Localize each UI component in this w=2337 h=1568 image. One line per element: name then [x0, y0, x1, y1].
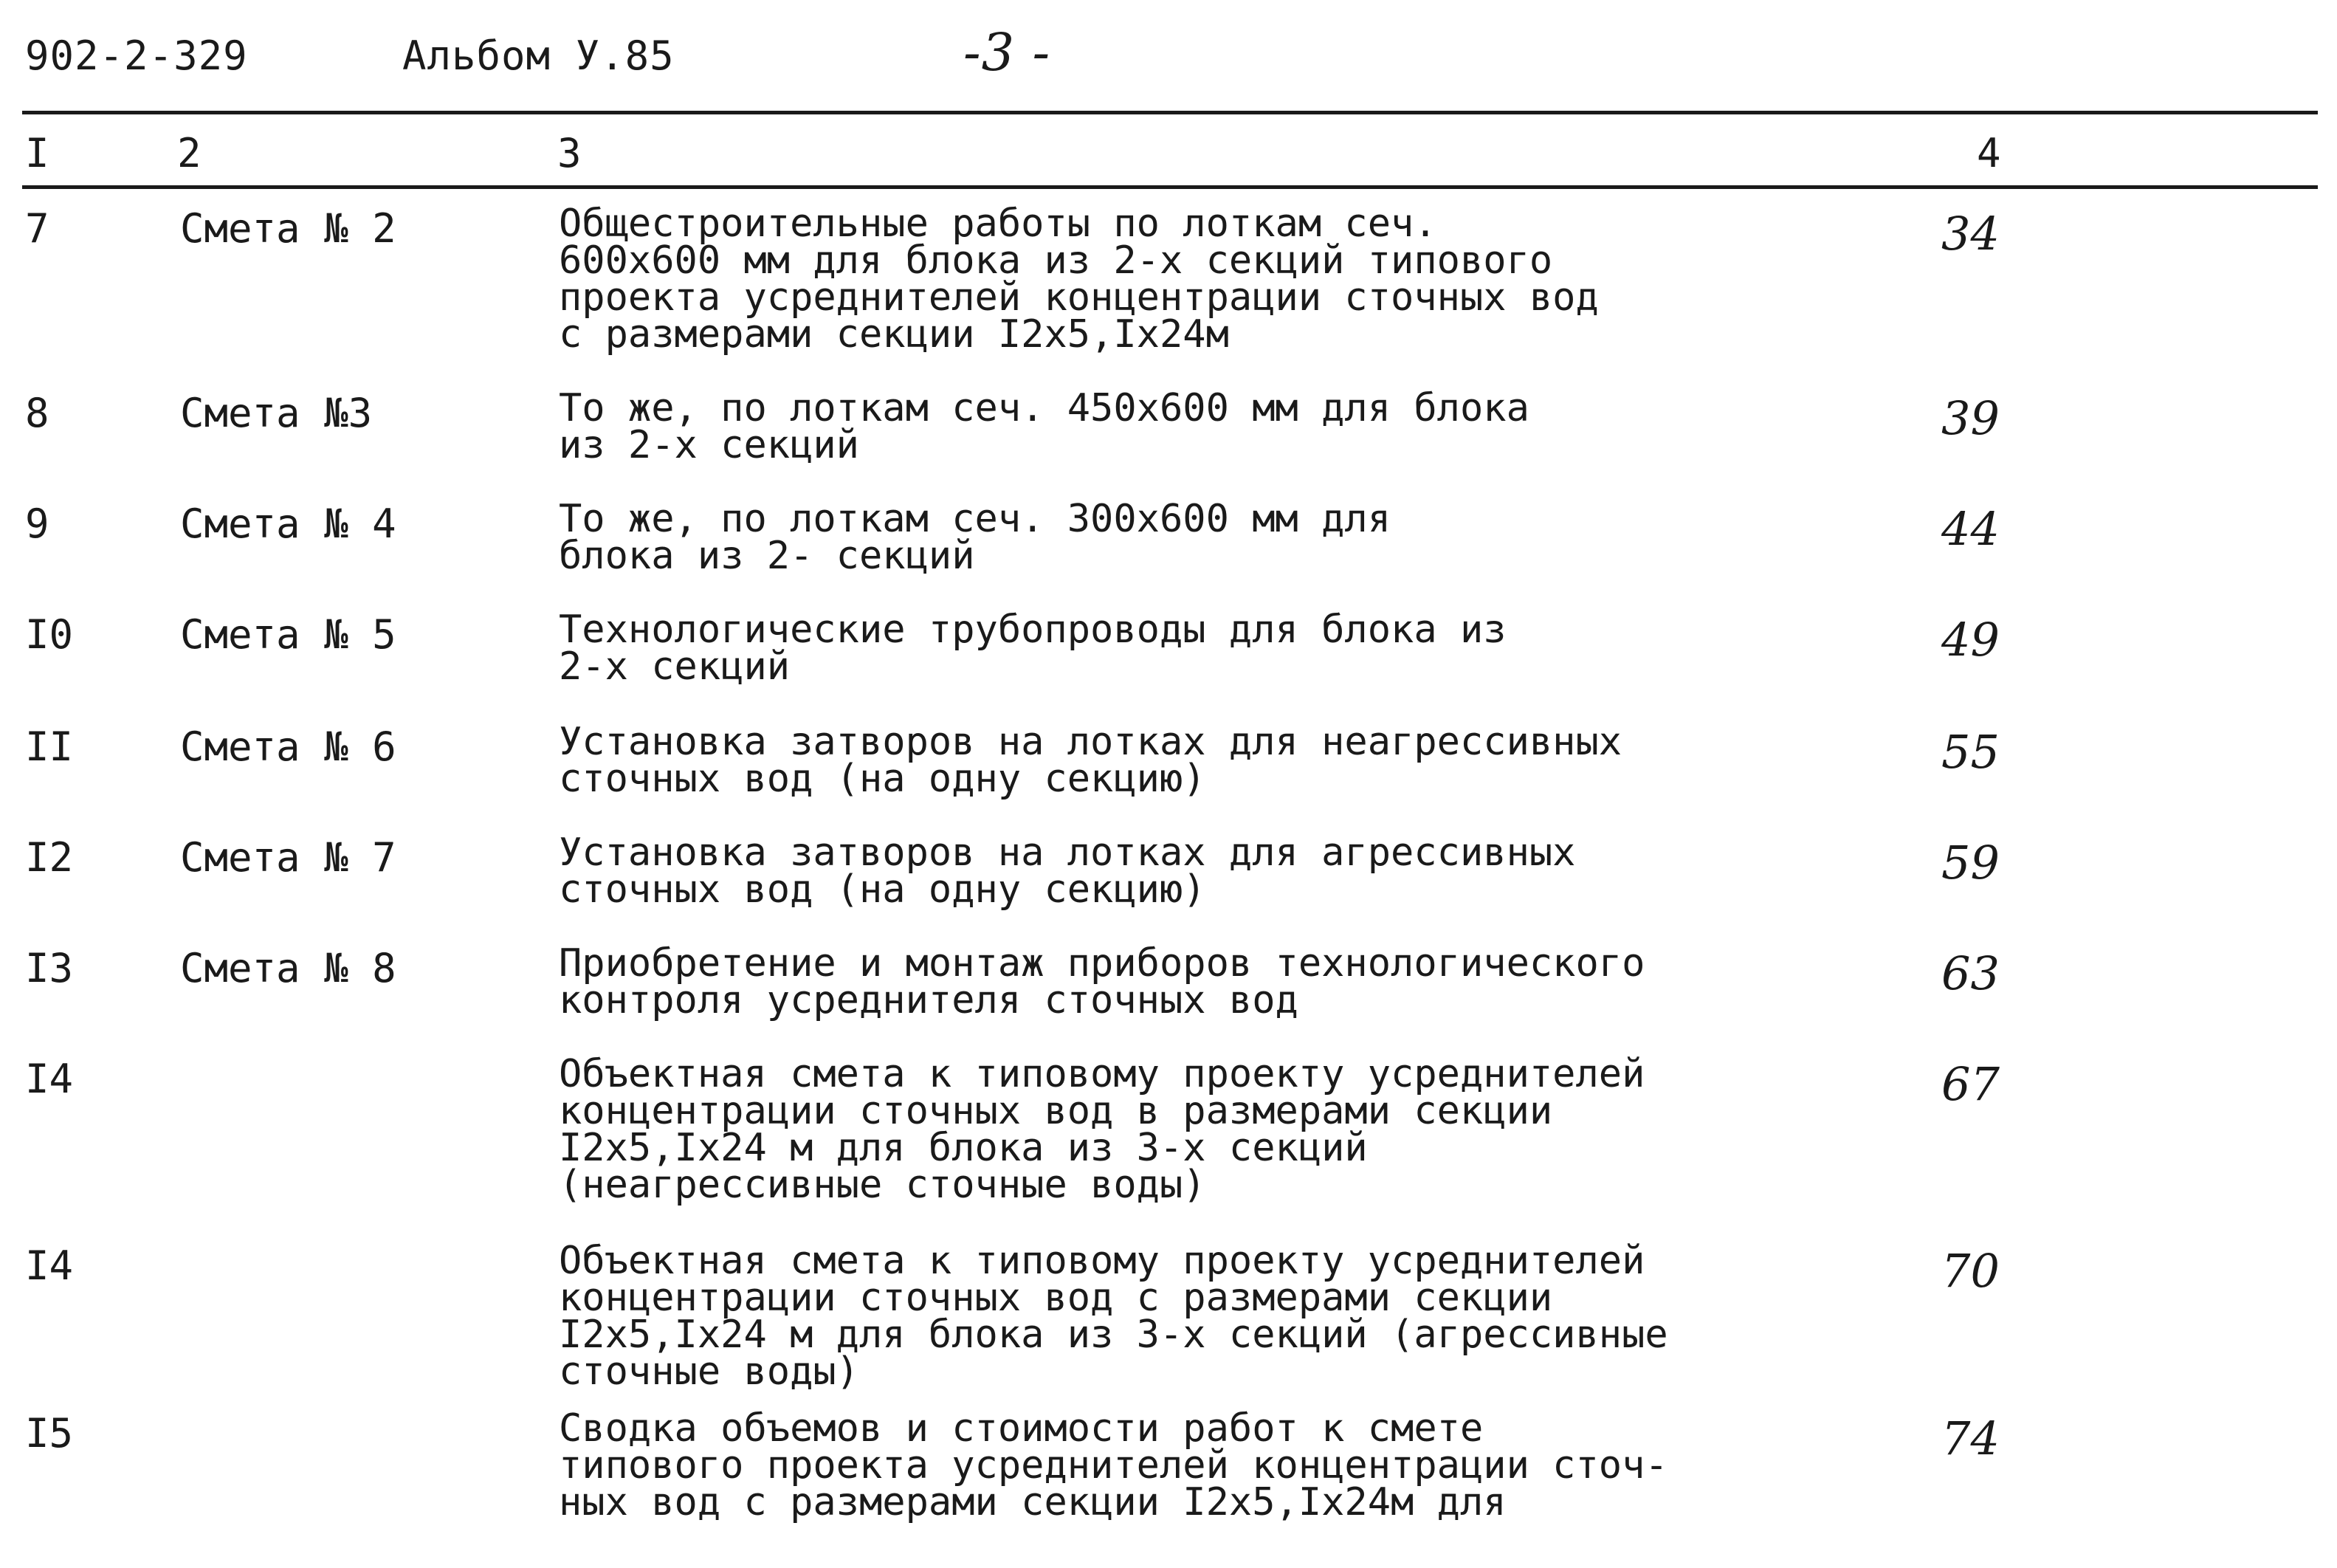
row-description: [559, 831, 1681, 912]
description-line: То же, по лоткам сеч. 300х600 мм для: [559, 497, 1391, 541]
page-reference: 59: [1941, 836, 2000, 890]
estimate-reference: Смета №3: [180, 390, 373, 436]
description-line: сточных вод (на одну секцию): [559, 867, 1206, 912]
row-description: [559, 1052, 1681, 1207]
description-line: ных вод с размерами секции I2х5,Iх24м для: [559, 1480, 1507, 1524]
description-line: Приобретение и монтаж приборов технологического: [559, 941, 1645, 986]
description-line: типового проекта усреднителей концентрации сточ-: [559, 1443, 1668, 1488]
description-line: (неагрессивные сточные воды): [559, 1163, 1206, 1207]
description-line: сточные воды): [559, 1349, 859, 1394]
row-number: I3: [25, 945, 74, 991]
description-line: Объектная смета к типовому проекту усреднителей: [559, 1239, 1645, 1283]
description-line: Установка затворов на лотках для неагрессивных: [559, 720, 1622, 764]
description-line: Объектная смета к типовому проекту усреднителей: [559, 1052, 1645, 1096]
row-description: [559, 1406, 1681, 1524]
page-reference: 39: [1941, 391, 2000, 445]
description-line: Общестроительные работы по лоткам сеч.: [559, 202, 1437, 246]
page-reference: 70: [1941, 1244, 2000, 1298]
estimate-reference: Смета № 8: [180, 945, 396, 991]
row-number: I4: [25, 1242, 74, 1289]
row-number: I4: [25, 1056, 74, 1102]
estimate-reference: Смета № 5: [180, 611, 396, 658]
row-description: [559, 720, 1681, 801]
row-number: 9: [25, 501, 49, 547]
header-rule-top: [22, 111, 2318, 114]
row-number: I2: [25, 834, 74, 881]
description-line: проекта усреднителей концентрации сточных вод: [559, 275, 1599, 320]
row-description: [559, 386, 1681, 467]
description-line: I2х5,Iх24 м для блока из 3-х секций (агрессивные: [559, 1313, 1668, 1357]
description-line: концентрации сточных вод в размерами секции: [559, 1089, 1553, 1133]
row-description: [559, 202, 1681, 357]
row-number: 7: [25, 205, 49, 252]
description-line: I2х5,Iх24 м для блока из 3-х секций: [559, 1126, 1368, 1170]
page-reference: 44: [1941, 502, 2000, 556]
page-reference: 63: [1941, 946, 2000, 1000]
page-number: -3 -: [963, 22, 1051, 83]
row-number: I5: [25, 1410, 74, 1457]
description-line: Сводка объемов и стоимости работ к смете: [559, 1406, 1484, 1451]
description-line: Установка затворов на лотках для агрессивных: [559, 831, 1576, 875]
row-description: [559, 497, 1681, 578]
album-label: Альбом У.85: [402, 32, 675, 79]
page-reference: 67: [1941, 1057, 2000, 1111]
page-reference: 34: [1941, 207, 2000, 261]
estimate-reference: Смета № 2: [180, 205, 396, 252]
estimate-reference: Смета № 6: [180, 723, 396, 770]
description-line: сточных вод (на одну секцию): [559, 757, 1206, 801]
row-number: II: [25, 723, 74, 770]
estimate-reference: Смета № 4: [180, 501, 396, 547]
column-header-1: I: [25, 130, 49, 176]
description-line: Технологические трубопроводы для блока из: [559, 608, 1507, 652]
document-code: 902-2-329: [25, 32, 248, 79]
estimate-reference: Смета № 7: [180, 834, 396, 881]
description-line: блока из 2- секций: [559, 534, 975, 578]
description-line: 600х600 мм для блока из 2-х секций типового: [559, 238, 1553, 283]
column-header-4: 4: [1977, 130, 2001, 176]
description-line: из 2-х секций: [559, 423, 859, 467]
description-line: То же, по лоткам сеч. 450х600 мм для блока: [559, 386, 1529, 430]
row-description: [559, 941, 1681, 1022]
page-reference: 49: [1941, 613, 2000, 667]
row-description: [559, 608, 1681, 689]
page-reference: 74: [1941, 1411, 2000, 1465]
description-line: с размерами секции I2х5,Iх24м: [559, 312, 1229, 357]
header-rule-bottom: [22, 185, 2318, 189]
row-number: 8: [25, 390, 49, 436]
description-line: 2-х секций: [559, 644, 791, 689]
description-line: концентрации сточных вод с размерами секции: [559, 1276, 1553, 1320]
row-number: I0: [25, 611, 74, 658]
row-description: [559, 1239, 1681, 1394]
description-line: контроля усреднителя сточных вод: [559, 978, 1298, 1022]
column-header-3: 3: [557, 130, 582, 176]
column-header-2: 2: [177, 130, 202, 176]
page-reference: 55: [1941, 725, 2000, 779]
